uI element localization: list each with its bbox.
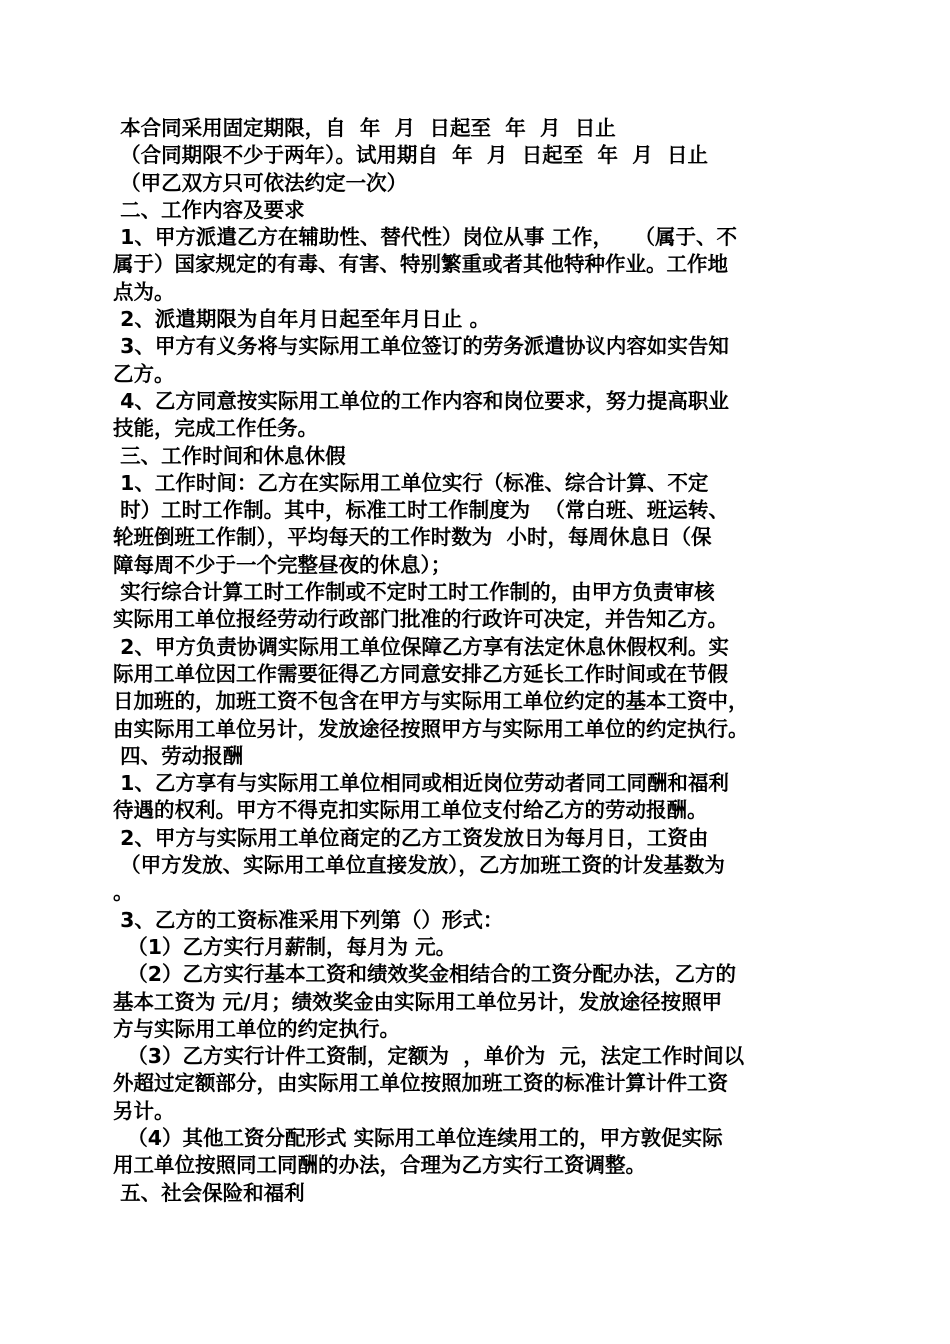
text-line: 属于）国家规定的有毒、有害、特别繁重或者其他特种作业。工作地 bbox=[113, 252, 728, 277]
text-line: （4）其他工资分配形式 实际用工单位连续用工的，甲方敦促实际 bbox=[113, 1125, 723, 1150]
text-line: 实行综合计算工时工作制或不定时工时工作制的，由甲方负责审核 bbox=[113, 580, 715, 605]
text-line: 由实际用工单位另计，发放途径按照甲方与实际用工单位的约定执行。 bbox=[113, 716, 749, 741]
text-line: 用工单位按照同工同酬的办法，合理为乙方实行工资调整。 bbox=[113, 1153, 646, 1178]
text-line: 3、甲方有义务将与实际用工单位签订的劳务派遣协议内容如实告知 bbox=[113, 334, 729, 359]
text-line: 待遇的权利。甲方不得克扣实际用工单位支付给乙方的劳动报酬。 bbox=[113, 798, 708, 823]
section-heading: 三、工作时间和休息休假 bbox=[113, 443, 346, 468]
text-line: 本合同采用固定期限，自 年 月 日起至 年 月 日止 bbox=[113, 116, 616, 140]
text-line: 另计。 bbox=[113, 1098, 175, 1123]
text-line: 外超过定额部分，由实际用工单位按照加班工资的标准计算计件工资 bbox=[113, 1071, 728, 1096]
text-line: （2）乙方实行基本工资和绩效奖金相结合的工资分配办法，乙方的 bbox=[113, 962, 737, 987]
text-line: 实际用工单位报经劳动行政部门批准的行政许可决定，并告知乙方。 bbox=[113, 607, 728, 632]
contract-page bbox=[113, 115, 843, 1207]
text-line: 。 bbox=[113, 880, 134, 905]
text-line: （3）乙方实行计件工资制，定额为 ，单价为 元，法定工作时间以 bbox=[113, 1044, 745, 1069]
text-line: 日加班的，加班工资不包含在甲方与实际用工单位约定的基本工资中， bbox=[113, 689, 749, 714]
text-line: 基本工资为 元/月；绩效奖金由实际用工单位另计，发放途径按照甲 bbox=[113, 989, 723, 1014]
text-line: 技能，完成工作任务。 bbox=[113, 416, 318, 441]
text-line: 轮班倒班工作制），平均每天的工作时数为 小时，每周休息日（保 bbox=[113, 525, 712, 550]
text-line: 2、派遣期限为自年月日起至年月日止 。 bbox=[113, 307, 491, 332]
text-line: 方与实际用工单位的约定执行。 bbox=[113, 1016, 400, 1041]
text-line: （甲方发放、实际用工单位直接发放），乙方加班工资的计发基数为 bbox=[113, 853, 725, 878]
text-line: （合同期限不少于两年）。试用期自 年 月 日起至 年 月 日止 bbox=[113, 143, 709, 168]
section-heading: 二、工作内容及要求 bbox=[113, 197, 305, 222]
text-line: 2、甲方负责协调实际用工单位保障乙方享有法定休息休假权利。实 bbox=[113, 634, 729, 659]
text-line: 障每周不少于一个完整昼夜的休息）； bbox=[113, 552, 452, 577]
text-line: 乙方。 bbox=[113, 361, 175, 386]
text-line: （1）乙方实行月薪制，每月为 元。 bbox=[113, 934, 457, 959]
text-line: 1、乙方享有与实际用工单位相同或相近岗位劳动者同工同酬和福利 bbox=[113, 771, 729, 796]
text-line: 际用工单位因工作需要征得乙方同意安排乙方延长工作时间或在节假 bbox=[113, 661, 728, 686]
text-line: 1、甲方派遣乙方在辅助性、替代性）岗位从事 工作， （属于、不 bbox=[113, 225, 737, 250]
section-heading: 四、劳动报酬 bbox=[113, 743, 244, 768]
text-line: （甲乙双方只可依法约定一次） bbox=[113, 170, 408, 195]
text-line: 3、乙方的工资标准采用下列第（）形式： bbox=[113, 907, 504, 932]
text-line: 2、甲方与实际用工单位商定的乙方工资发放日为每月日，工资由 bbox=[113, 825, 709, 850]
section-heading: 五、社会保险和福利 bbox=[113, 1180, 305, 1205]
text-line: 4、乙方同意按实际用工单位的工作内容和岗位要求，努力提高职业 bbox=[113, 388, 729, 413]
text-line: 时）工时工作制。其中，标准工时工作制度为 （常白班、班运转、 bbox=[113, 498, 729, 523]
text-line: 点为。 bbox=[113, 279, 175, 304]
text-line: 1、工作时间：乙方在实际用工单位实行（标准、综合计算、不定 bbox=[113, 470, 709, 495]
